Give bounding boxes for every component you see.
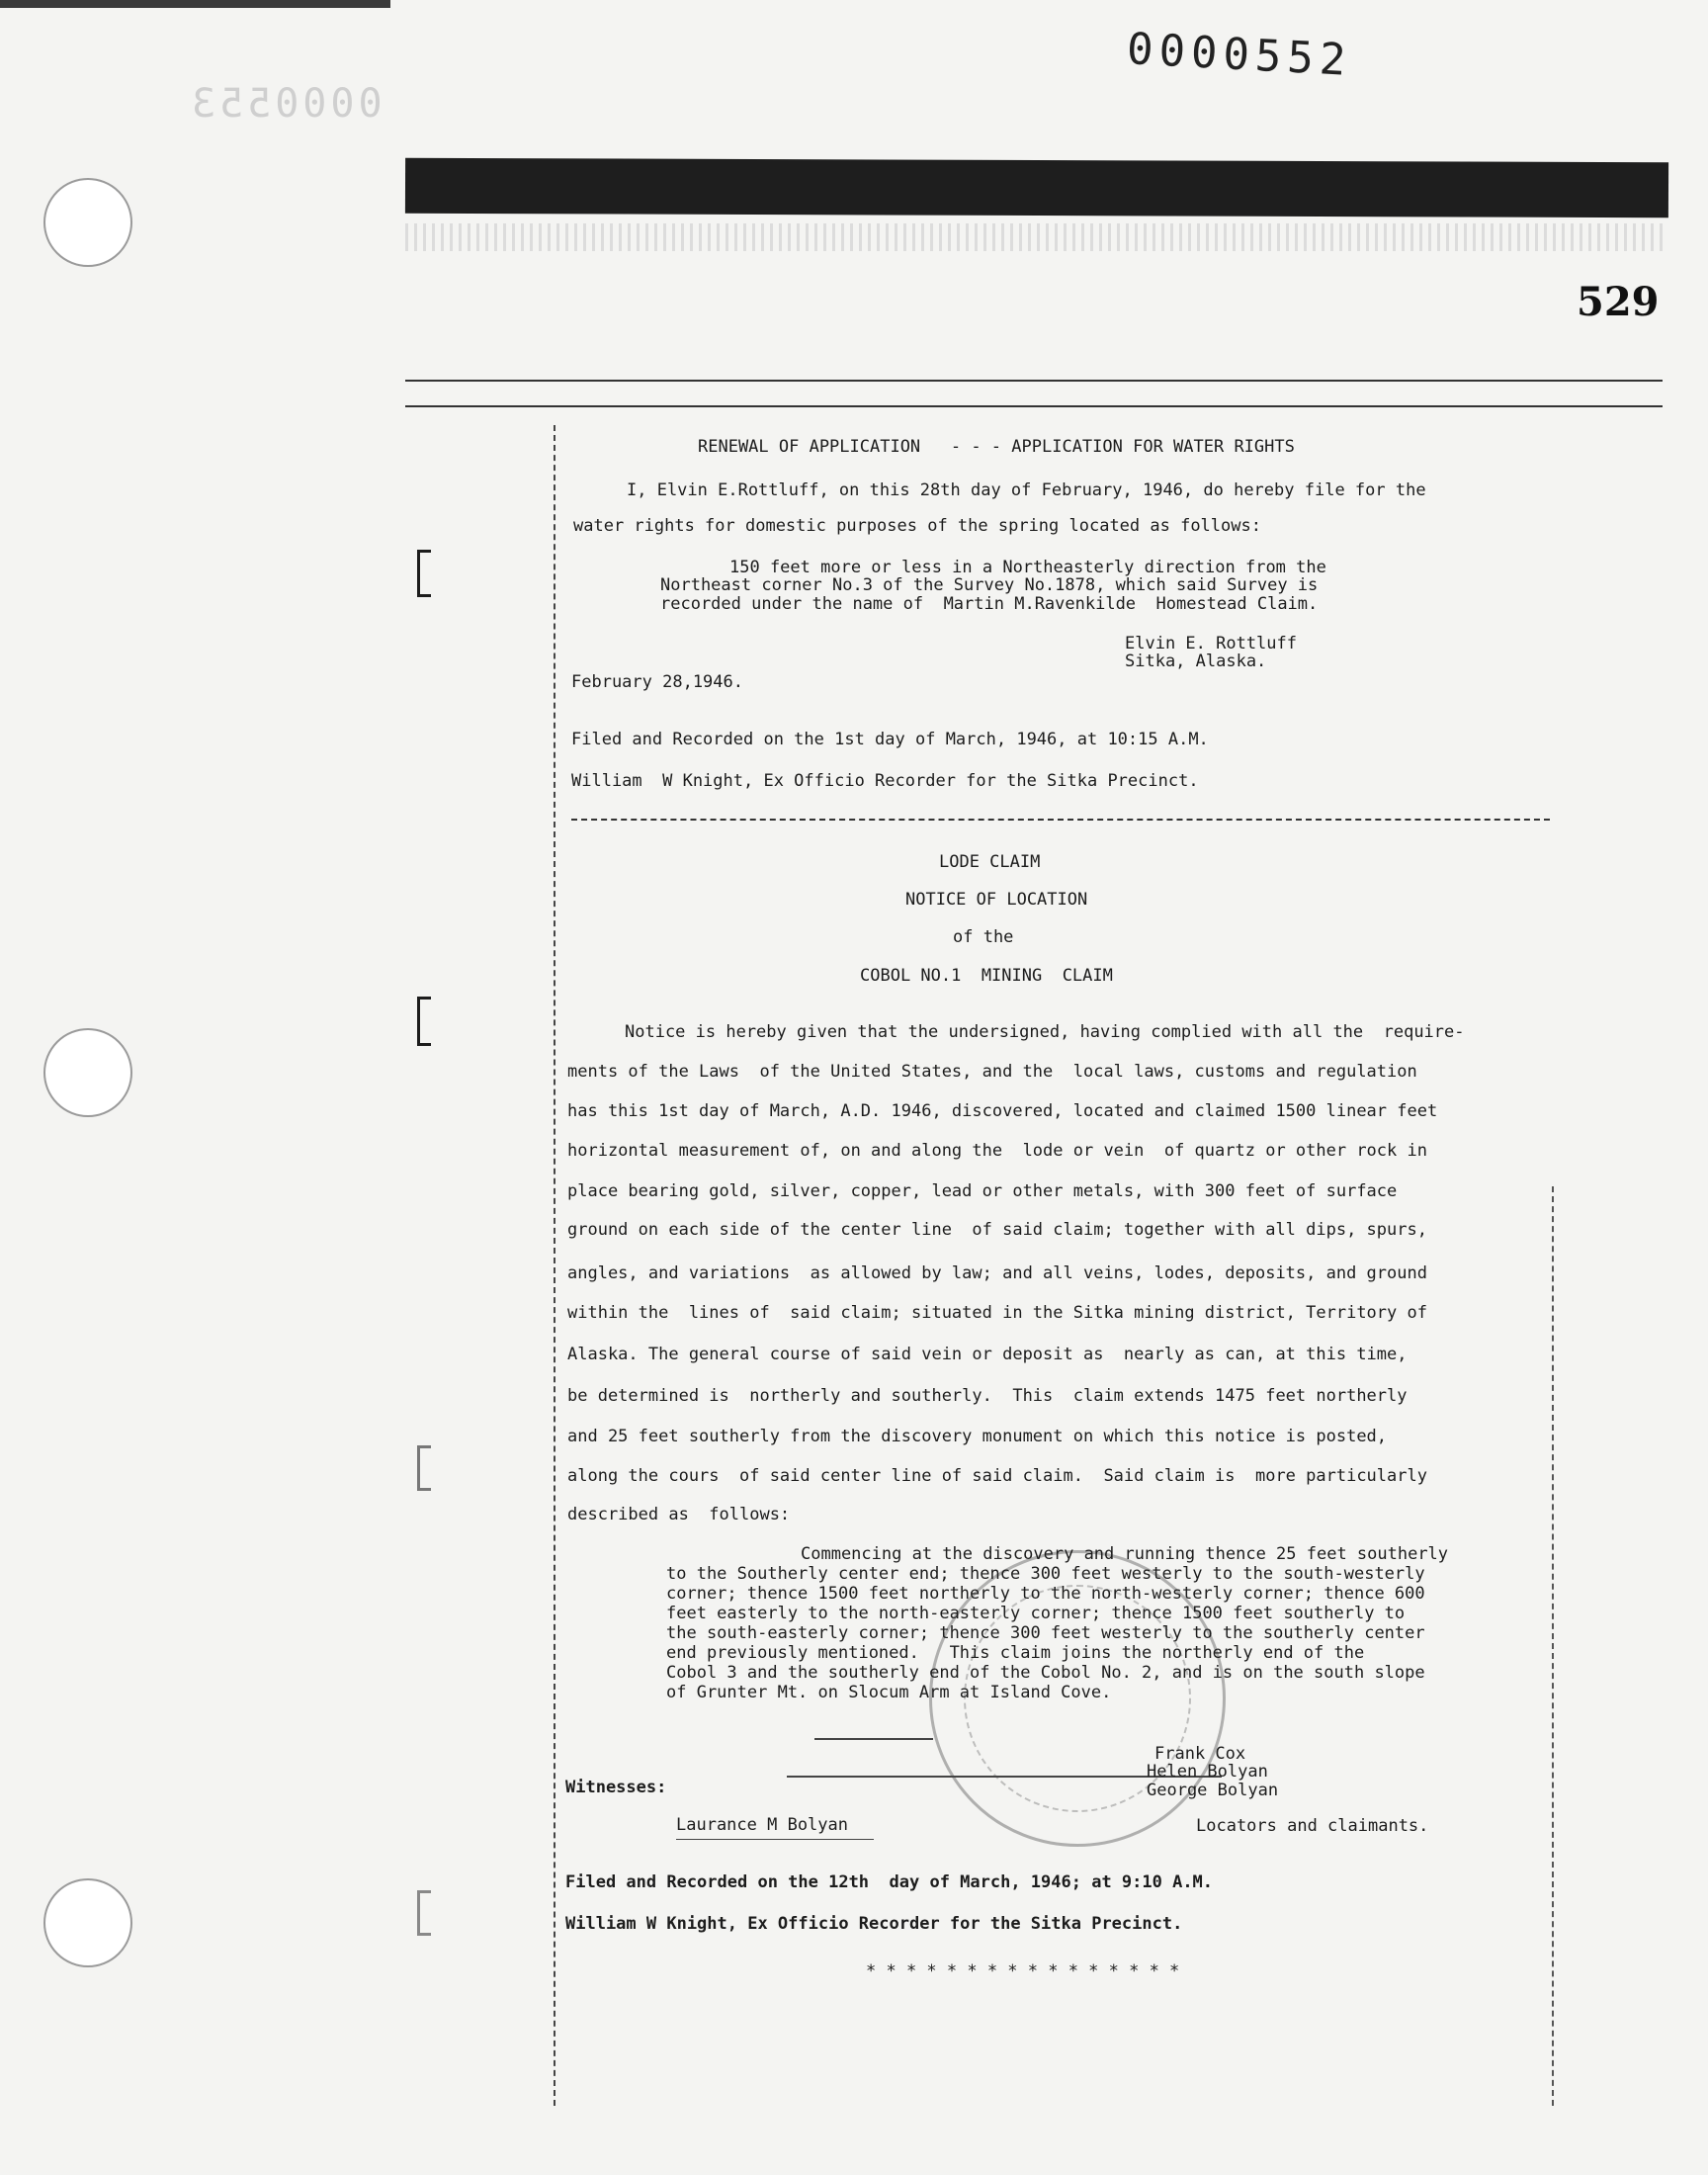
notice-paragraph-line: horizontal measurement of, on and along the lode or vein of quartz or other rock in bbox=[567, 1141, 1427, 1161]
clip-mark-4 bbox=[417, 1890, 431, 1936]
water-rights-recorder: William W Knight, Ex Officio Recorder for the Sitka Precinct. bbox=[571, 771, 1199, 791]
applicant-signature-name: Elvin E. Rottluff bbox=[1125, 634, 1297, 653]
notice-paragraph-line: ground on each side of the center line of said claim; together with all dips, spurs, bbox=[567, 1220, 1427, 1240]
water-rights-line-1: I, Elvin E.Rottluff, on this 28th day of February, 1946, do hereby file for the bbox=[627, 480, 1426, 500]
water-rights-location-3: recorded under the name of Martin M.Ravenkilde Homestead Claim. bbox=[660, 594, 1319, 614]
redaction-bar bbox=[405, 158, 1668, 218]
bleed-through-number: 0000553 bbox=[188, 81, 383, 127]
clip-mark-2 bbox=[417, 997, 431, 1046]
claim-description-line: end previously mentioned. This claim joins the northerly end of the bbox=[666, 1643, 1365, 1663]
locators-label: Locators and claimants. bbox=[1196, 1816, 1429, 1836]
notice-of-location-heading: NOTICE OF LOCATION bbox=[905, 890, 1088, 910]
claim-description-line: corner; thence 1500 feet northerly to the north-westerly corner; thence 600 bbox=[666, 1584, 1425, 1604]
notice-paragraph-line: described as follows: bbox=[567, 1505, 791, 1524]
clip-mark-1 bbox=[417, 550, 431, 597]
notice-paragraph-line: within the lines of said claim; situated in the Sitka mining district, Territory of bbox=[567, 1303, 1427, 1323]
claim-description-line: Commencing at the discovery and running thence 25 feet southerly bbox=[801, 1544, 1449, 1564]
end-asterisks: * * * * * * * * * * * * * * * * bbox=[866, 1961, 1180, 1981]
water-rights-location-1: 150 feet more or less in a Northeasterly direction from the bbox=[729, 558, 1326, 577]
locator-name-2: Helen Bolyan bbox=[1147, 1762, 1268, 1782]
signature-line bbox=[814, 1738, 933, 1740]
water-rights-line-2: water rights for domestic purposes of the spring located as follows: bbox=[573, 516, 1261, 536]
header-rule-bottom bbox=[405, 405, 1663, 407]
lode-claim-heading: LODE CLAIM bbox=[939, 852, 1041, 872]
right-margin-line bbox=[1552, 1186, 1554, 2106]
binder-hole-middle bbox=[43, 1028, 132, 1117]
notice-paragraph-line: Notice is hereby given that the undersigned, having complied with all the require- bbox=[625, 1022, 1465, 1042]
notice-paragraph-line: along the cours of said center line of said claim. Said claim is more particularly bbox=[567, 1466, 1427, 1486]
of-the-heading: of the bbox=[953, 927, 1014, 947]
notice-paragraph-line: angles, and variations as allowed by law; and all veins, lodes, deposits, and ground bbox=[567, 1263, 1427, 1283]
notice-paragraph-line: ments of the Laws of the United States, and the local laws, customs and regulation bbox=[567, 1062, 1417, 1082]
water-rights-title: RENEWAL OF APPLICATION - - - APPLICATION FOR WATER RIGHTS bbox=[698, 437, 1295, 457]
locator-name-3: George Bolyan bbox=[1147, 1781, 1279, 1800]
locator-name-1: Frank Cox bbox=[1154, 1744, 1246, 1764]
lode-claim-recorder: William W Knight, Ex Officio Recorder for the Sitka Precinct. bbox=[565, 1914, 1183, 1934]
header-rule-top bbox=[405, 380, 1663, 382]
lode-claim-filed: Filed and Recorded on the 12th day of March, 1946; at 9:10 A.M. bbox=[565, 1872, 1214, 1892]
notice-paragraph-line: place bearing gold, silver, copper, lead or other metals, with 300 feet of surface bbox=[567, 1181, 1398, 1201]
application-date: February 28,1946. bbox=[571, 672, 743, 692]
claim-name-heading: COBOL NO.1 MINING CLAIM bbox=[860, 966, 1113, 986]
notice-paragraph-line: be determined is northerly and southerly. This claim extends 1475 feet northerly bbox=[567, 1386, 1408, 1406]
claim-description-line: to the Southerly center end; thence 300 feet westerly to the south-westerly bbox=[666, 1564, 1425, 1584]
binder-hole-bottom bbox=[43, 1878, 132, 1967]
witness-signature-line bbox=[676, 1839, 874, 1840]
witnesses-label: Witnesses: bbox=[565, 1778, 667, 1797]
page-number: 529 bbox=[1577, 279, 1660, 325]
notice-paragraph-line: and 25 feet southerly from the discovery monument on which this notice is posted, bbox=[567, 1427, 1388, 1446]
scan-noise bbox=[405, 223, 1668, 251]
claim-description-line: feet easterly to the north-easterly corner; thence 1500 feet southerly to bbox=[666, 1604, 1406, 1623]
notice-paragraph-line: has this 1st day of March, A.D. 1946, discovered, located and claimed 1500 linear feet bbox=[567, 1101, 1438, 1121]
water-rights-filed: Filed and Recorded on the 1st day of March, 1946, at 10:15 A.M. bbox=[571, 730, 1209, 749]
notice-paragraph-line: Alaska. The general course of said vein or deposit as nearly as can, at this time, bbox=[567, 1345, 1408, 1364]
applicant-signature-place: Sitka, Alaska. bbox=[1125, 652, 1267, 671]
section-separator bbox=[571, 819, 1550, 821]
claim-description-line: of Grunter Mt. on Slocum Arm at Island Cove. bbox=[666, 1683, 1112, 1702]
claim-description-line: Cobol 3 and the southerly end of the Cobol No. 2, and is on the south slope bbox=[666, 1663, 1425, 1683]
claim-description-line: the south-easterly corner; thence 300 feet westerly to the southerly center bbox=[666, 1623, 1425, 1643]
witness-name: Laurance M Bolyan bbox=[676, 1815, 848, 1835]
scan-edge-strip bbox=[0, 0, 390, 8]
clip-mark-3 bbox=[417, 1445, 431, 1491]
document-stamp-number: 0000552 bbox=[1125, 24, 1353, 86]
binder-hole-top bbox=[43, 178, 132, 267]
left-margin-line bbox=[554, 425, 555, 2106]
water-rights-location-2: Northeast corner No.3 of the Survey No.1878, which said Survey is bbox=[660, 575, 1319, 595]
